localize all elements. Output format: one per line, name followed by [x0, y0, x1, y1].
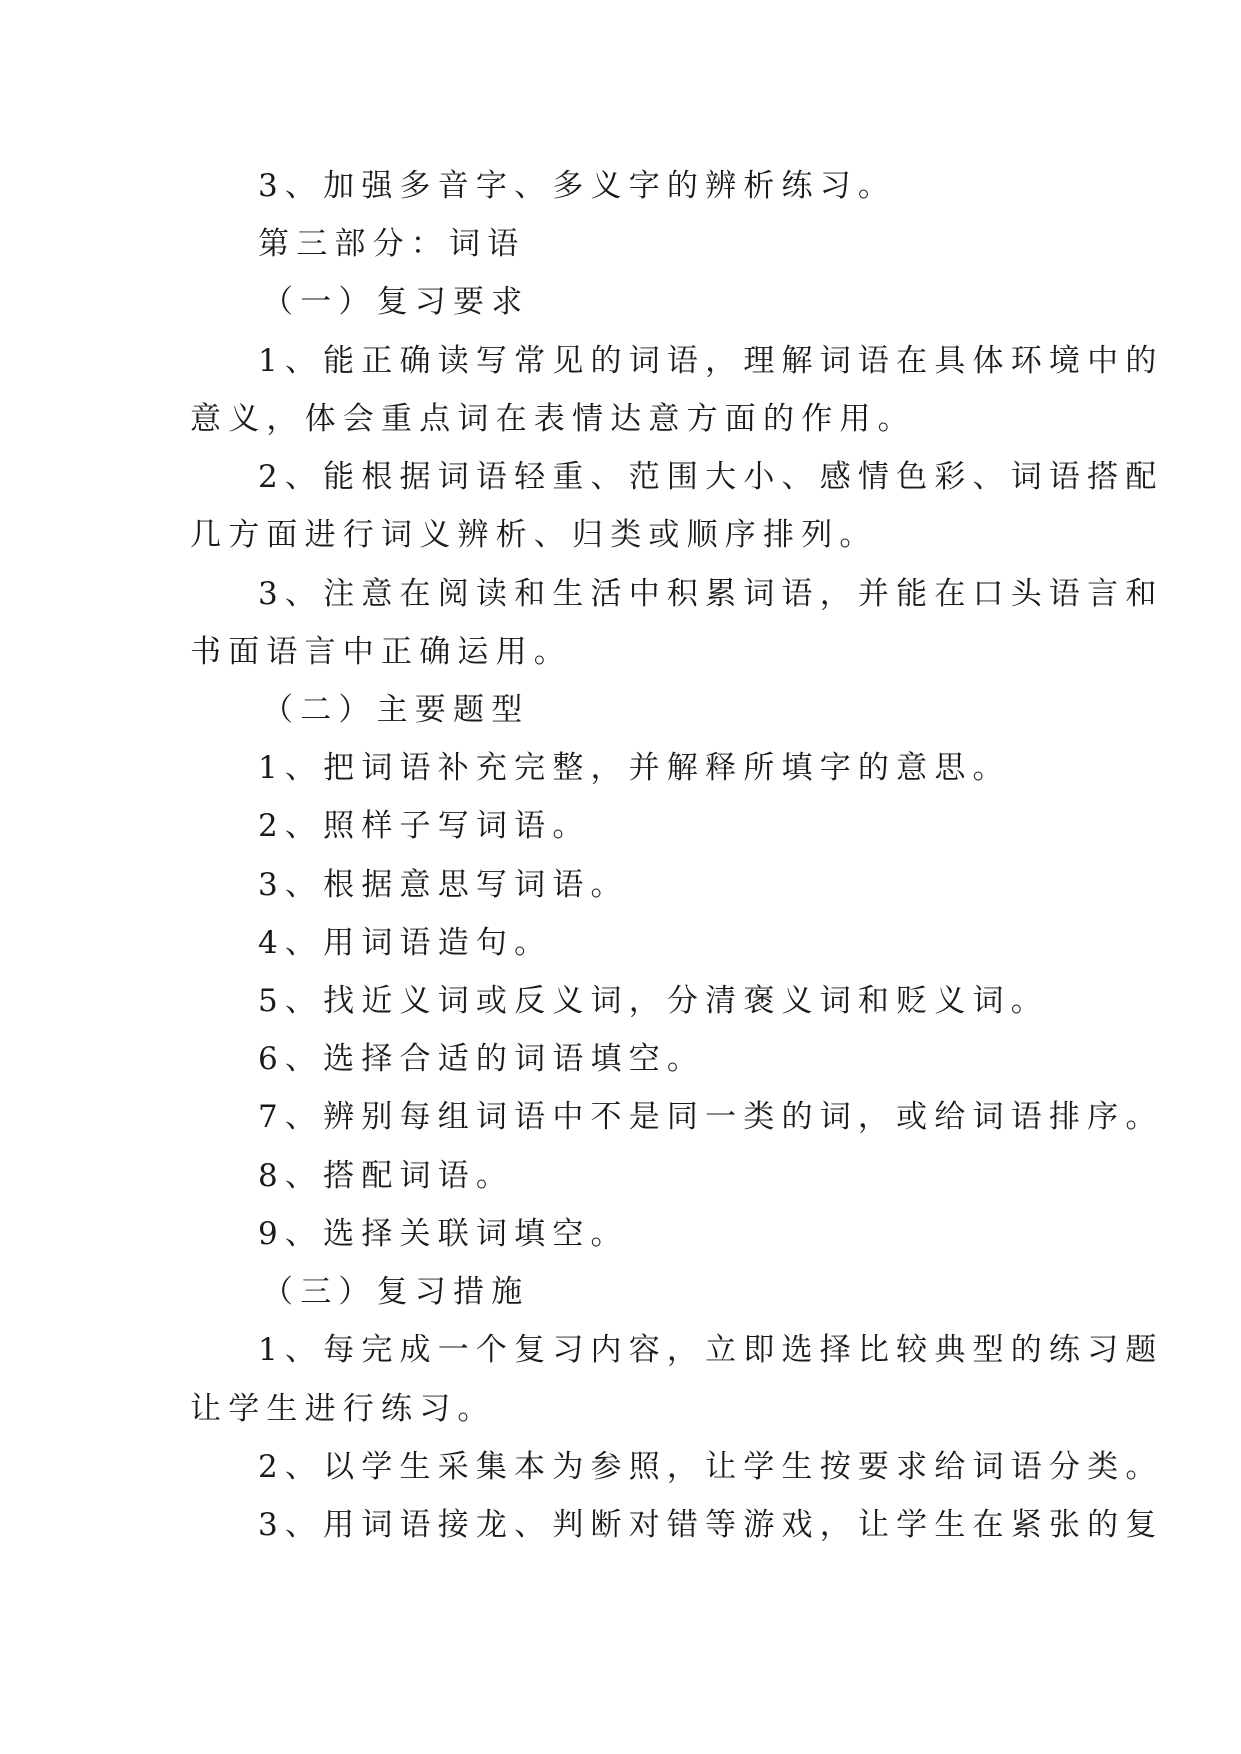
text-line: 4、用词语造句。	[258, 925, 553, 961]
text-line: 7、辨别每组词语中不是同一类的词，或给词语排序。	[258, 1099, 1164, 1135]
text-line: 1、能正确读写常见的词语，理解词语在具体环境中的	[258, 343, 1164, 379]
text-line: 3、注意在阅读和生活中积累词语，并能在口头语言和	[258, 576, 1164, 612]
text-line: 3、加强多音字、多义字的辨析练习。	[258, 168, 897, 204]
subsection-heading: （三）复习措施	[262, 1274, 530, 1310]
text-line: 意义，体会重点词在表情达意方面的作用。	[190, 401, 916, 437]
text-line: 2、照样子写词语。	[258, 808, 591, 844]
text-line: 让学生进行练习。	[190, 1391, 496, 1427]
text-line: 1、每完成一个复习内容，立即选择比较典型的练习题	[258, 1332, 1164, 1368]
subsection-heading: （一）复习要求	[262, 284, 530, 320]
text-line: 6、选择合适的词语填空。	[258, 1041, 706, 1077]
text-line: 8、搭配词语。	[258, 1158, 515, 1194]
text-line: 2、能根据词语轻重、范围大小、感情色彩、词语搭配	[258, 459, 1164, 495]
text-line: 几方面进行词义辨析、归类或顺序排列。	[190, 517, 878, 553]
text-line: 书面语言中正确运用。	[190, 634, 572, 670]
text-line: 9、选择关联词填空。	[258, 1216, 629, 1252]
text-line: 3、用词语接龙、判断对错等游戏，让学生在紧张的复	[258, 1507, 1164, 1543]
section-heading: 第三部分：词语	[258, 226, 526, 262]
text-line: 1、把词语补充完整，并解释所填字的意思。	[258, 750, 1011, 786]
text-line: 3、根据意思写词语。	[258, 867, 629, 903]
text-line: 2、以学生采集本为参照，让学生按要求给词语分类。	[258, 1449, 1164, 1485]
text-line: 5、找近义词或反义词，分清褒义词和贬义词。	[258, 983, 1049, 1019]
subsection-heading: （二）主要题型	[262, 692, 530, 728]
